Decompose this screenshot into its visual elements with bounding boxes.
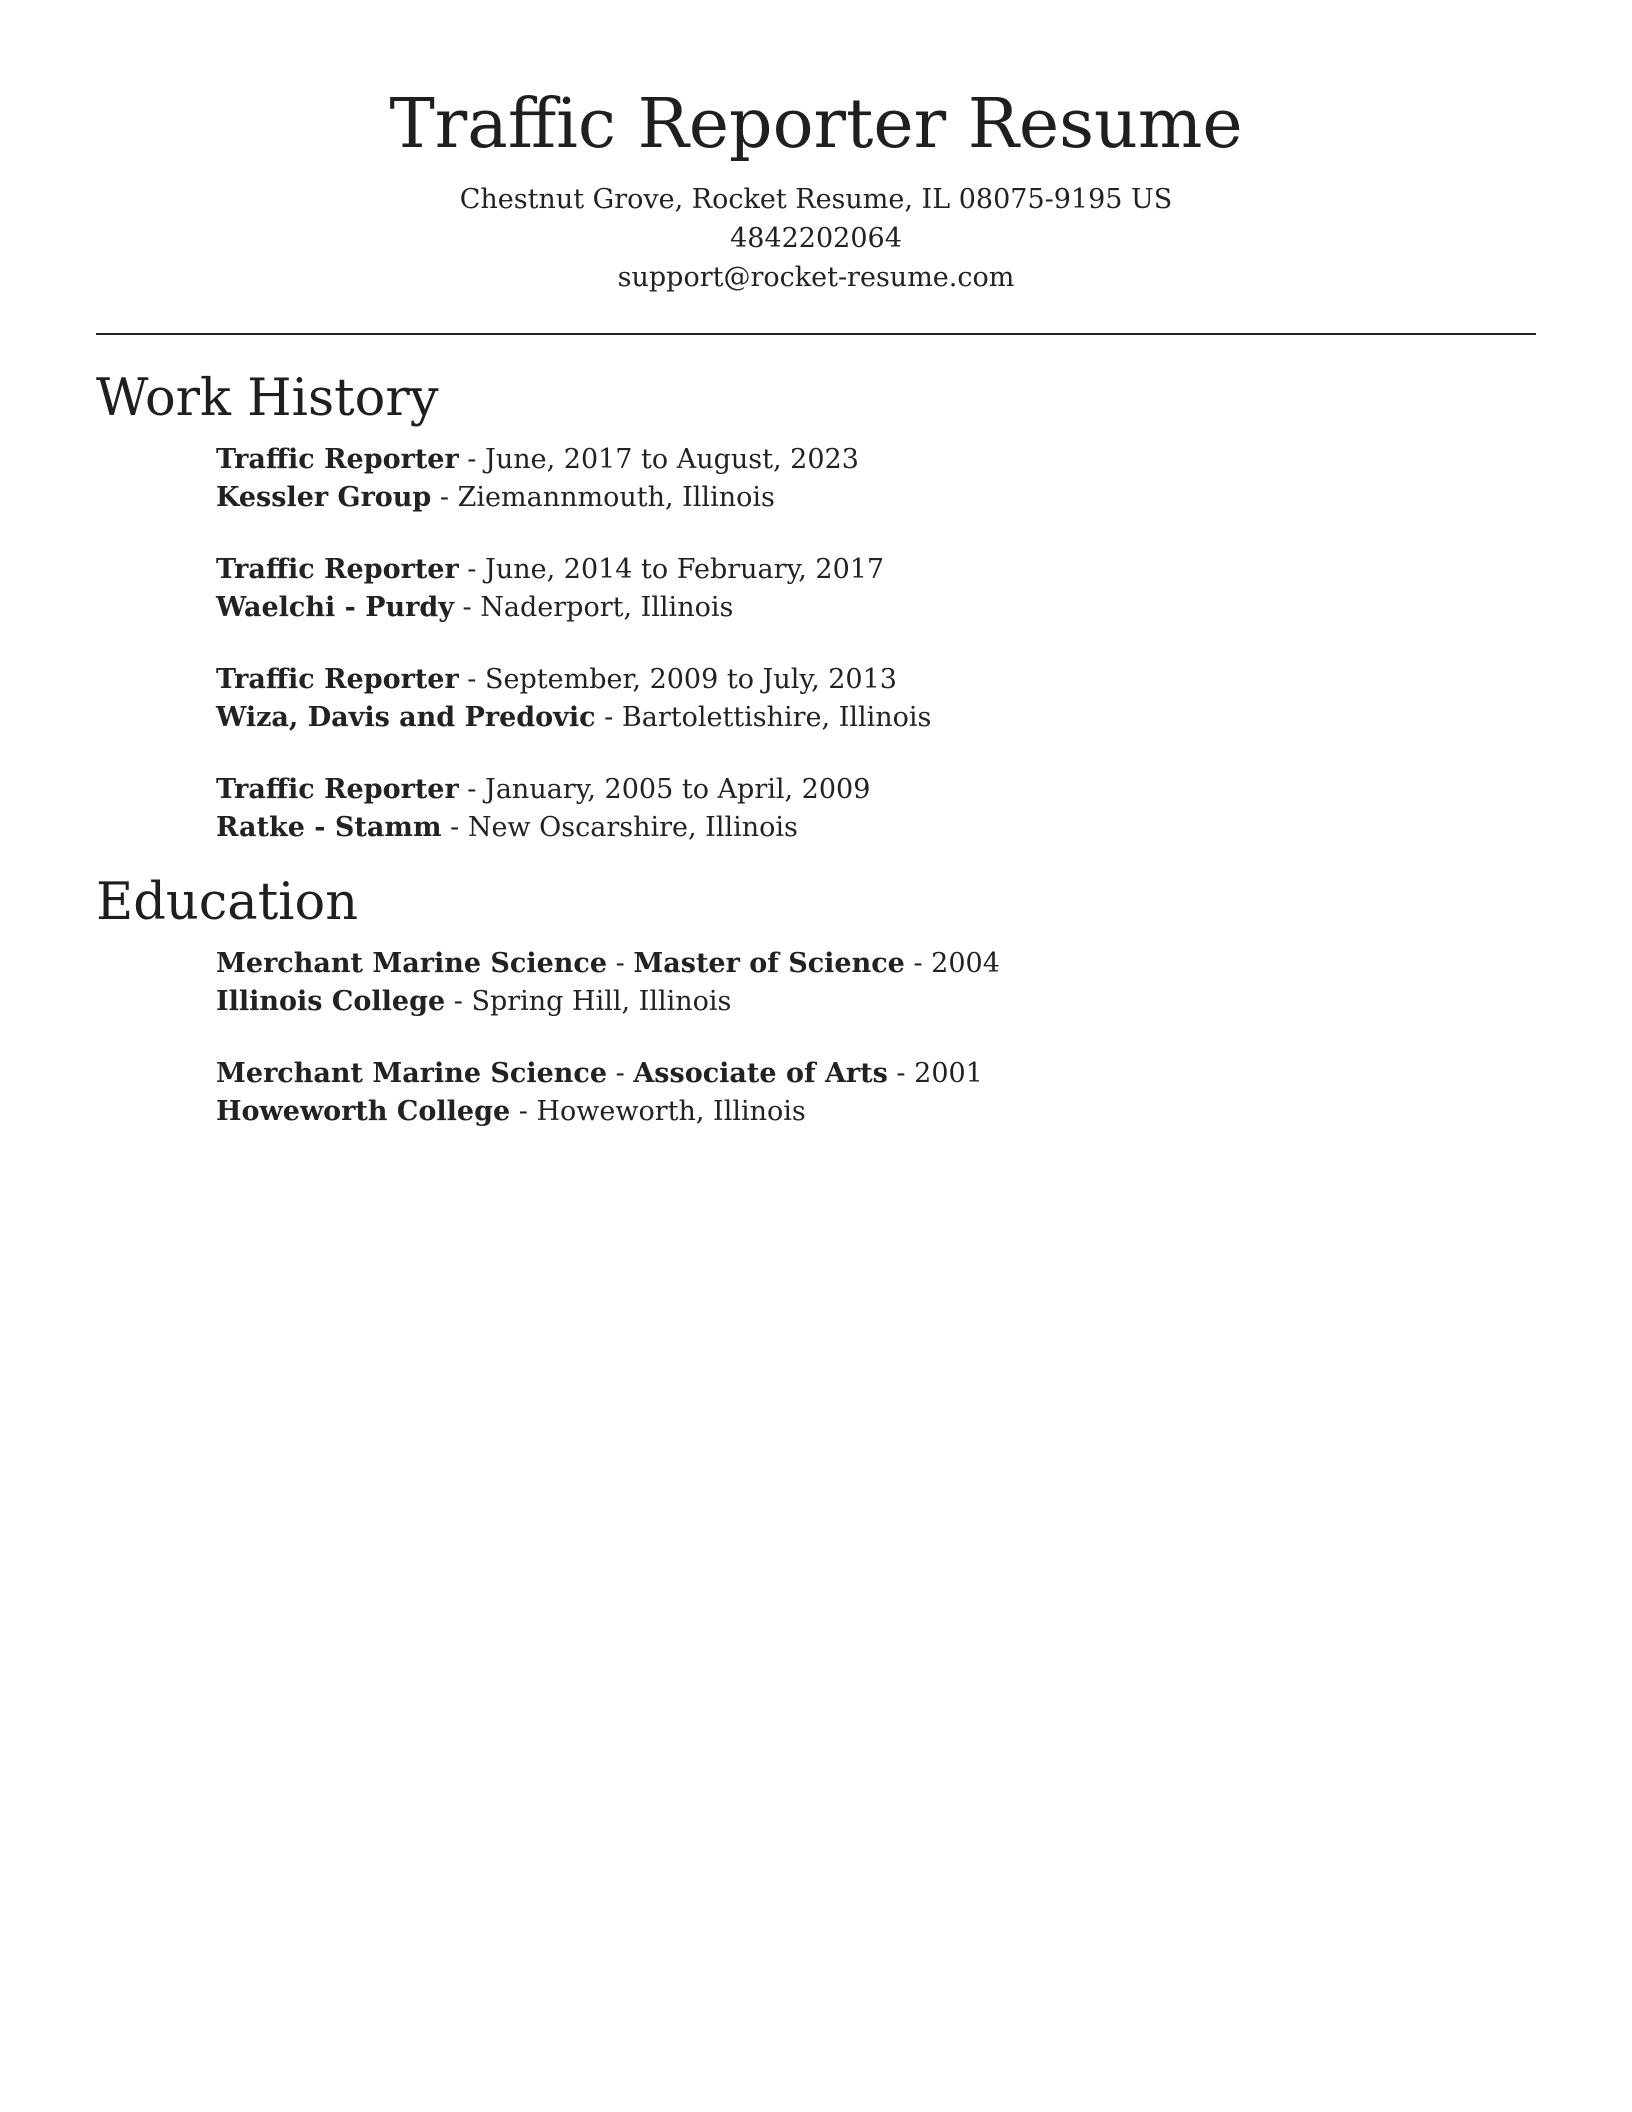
work-entry-company-line: [216, 809, 1536, 847]
separator: -: [607, 948, 634, 979]
separator: -: [445, 986, 472, 1017]
education-school: Howeworth College: [216, 1096, 511, 1127]
work-role: Traffic Reporter: [216, 664, 459, 695]
work-entry-company-line: [216, 699, 1536, 737]
contact-phone: 4842202064: [730, 223, 902, 254]
work-location: New Oscarshire, Illinois: [467, 812, 798, 843]
education-year: 2004: [931, 948, 1000, 979]
education-location: Spring Hill, Illinois: [471, 986, 732, 1017]
separator: -: [887, 1058, 915, 1089]
work-entry: [216, 771, 1536, 847]
work-entry: [216, 661, 1536, 737]
work-entry: [216, 551, 1536, 627]
work-entry-company-line: [216, 589, 1536, 627]
education-heading: Education: [96, 873, 359, 932]
separator: -: [441, 812, 468, 843]
education-school-line: [216, 1093, 1536, 1131]
education-entry: [216, 945, 1536, 1021]
work-entry-title-line: [216, 661, 1536, 699]
work-entry: [216, 441, 1536, 517]
work-entry-company-line: [216, 479, 1536, 517]
separator: -: [510, 1096, 537, 1127]
education-year: 2001: [914, 1058, 983, 1089]
education-field: Merchant Marine Science: [216, 948, 608, 979]
header-divider: [96, 333, 1536, 335]
work-dates: June, 2017 to August, 2023: [485, 444, 859, 475]
separator: -: [458, 774, 486, 805]
separator: -: [458, 554, 486, 585]
work-role: Traffic Reporter: [216, 444, 459, 475]
separator: -: [431, 482, 458, 513]
contact-address: Chestnut Grove, Rocket Resume, IL 08075-9195 US: [459, 184, 1173, 215]
work-dates: June, 2014 to February, 2017: [485, 554, 885, 585]
separator: -: [453, 592, 481, 623]
work-history-section: [96, 367, 1536, 847]
education-field: Merchant Marine Science: [216, 1058, 608, 1089]
education-degree-line: [216, 945, 1536, 983]
separator: -: [458, 444, 486, 475]
page-title: Traffic Reporter Resume: [389, 85, 1243, 164]
education-school: Illinois College: [216, 986, 446, 1017]
work-company: Ratke - Stamm: [216, 812, 442, 843]
work-entry-title-line: [216, 441, 1536, 479]
work-location: Ziemannmouth, Illinois: [457, 482, 775, 513]
education-location: Howeworth, Illinois: [536, 1096, 806, 1127]
work-company: Waelchi - Purdy: [216, 592, 454, 623]
work-history-list: [216, 441, 1536, 847]
work-location: Naderport, Illinois: [480, 592, 734, 623]
education-list: [216, 945, 1536, 1131]
work-role: Traffic Reporter: [216, 554, 459, 585]
work-history-heading: Work History: [96, 369, 439, 428]
work-role: Traffic Reporter: [216, 774, 459, 805]
separator: -: [595, 702, 622, 733]
education-section: [96, 871, 1536, 1131]
education-degree-line: [216, 1055, 1536, 1093]
separator: -: [458, 664, 486, 695]
work-entry-title-line: [216, 771, 1536, 809]
education-degree: Master of Science: [633, 948, 905, 979]
separator: -: [904, 948, 932, 979]
work-dates: January, 2005 to April, 2009: [485, 774, 871, 805]
resume-header: [96, 0, 1536, 297]
work-entry-title-line: [216, 551, 1536, 589]
work-company: Wiza, Davis and Predovic: [216, 702, 596, 733]
work-location: Bartolettishire, Illinois: [621, 702, 932, 733]
education-entry: [216, 1055, 1536, 1131]
work-company: Kessler Group: [216, 482, 432, 513]
work-dates: September, 2009 to July, 2013: [485, 664, 897, 695]
education-degree: Associate of Arts: [633, 1058, 888, 1089]
contact-email: support@rocket-resume.com: [617, 262, 1015, 293]
education-school-line: [216, 983, 1536, 1021]
separator: -: [607, 1058, 634, 1089]
